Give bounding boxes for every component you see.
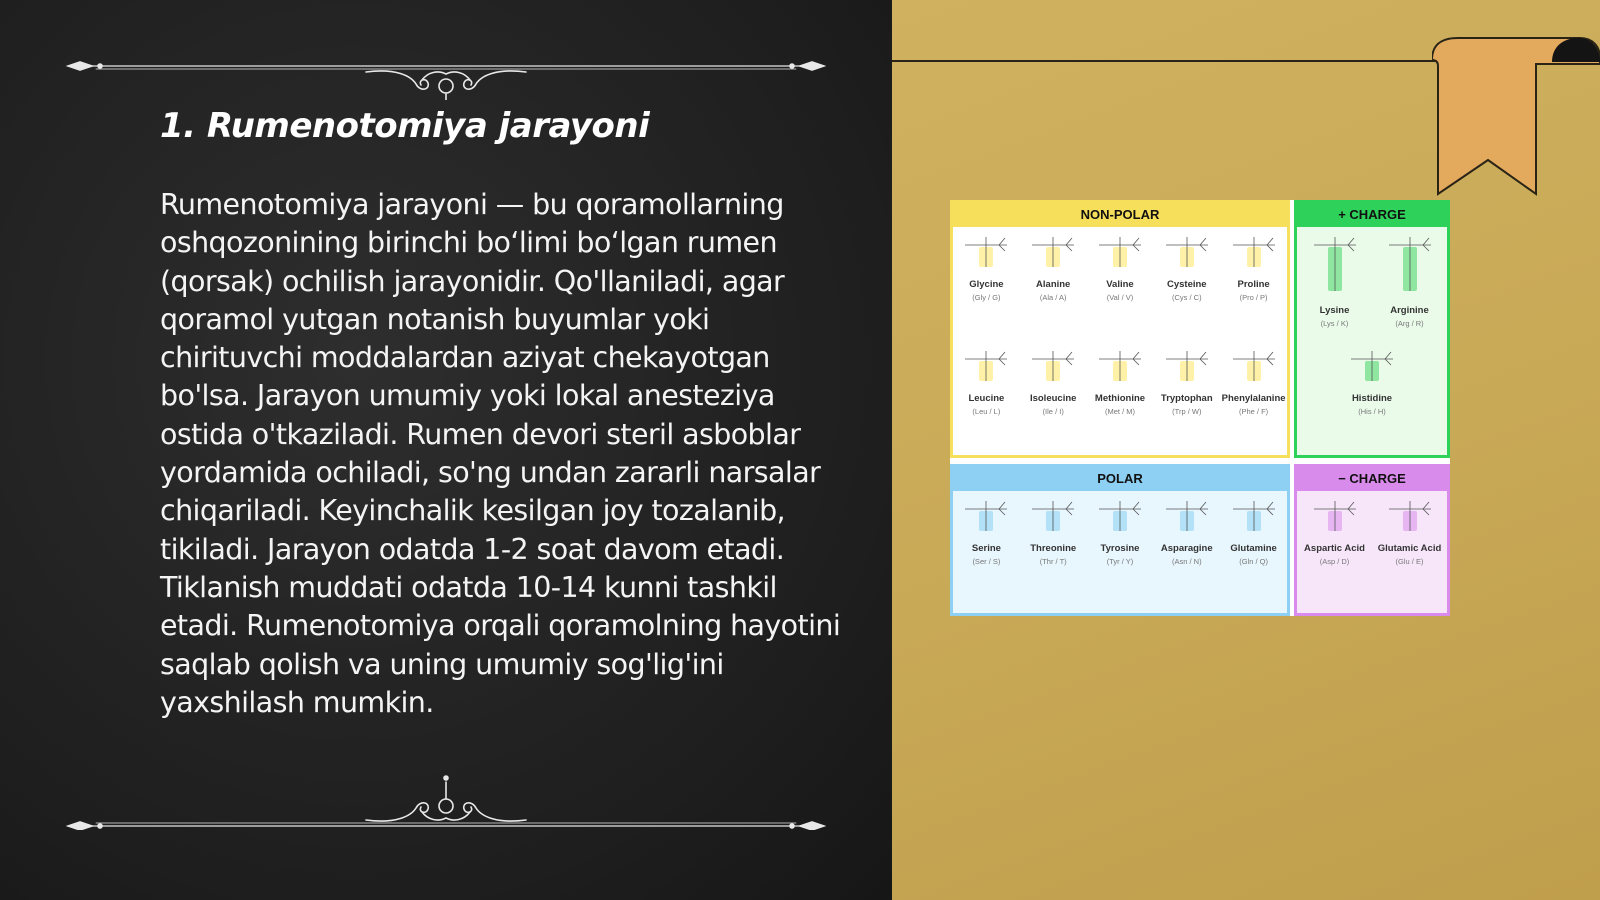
amino-acid-abbreviation: (Trp / W)	[1172, 407, 1202, 416]
amino-acid-name: Arginine	[1390, 305, 1429, 316]
slide-title: 1. Rumenotomiya jarayoni	[160, 106, 650, 146]
amino-acid-name: Tyrosine	[1100, 543, 1140, 554]
amino-acid-name: Phenylalanine	[1221, 393, 1286, 404]
slide-body-text: Rumenotomiya jarayoni — bu qoramollarning oshqozonining birinchi bo‘limi bo‘lgan rumen (qorsak) ochilish jarayonidir. Qo'llaniladi, agar qoramol yutgan notanish buyumlar yoki chirituvchi moddalardan aziyat chekayotgan bo'lsa. Jarayon umumiy yoki lokal anesteziya ostida o'tkaziladi. Rumen devori steril asboblar yordamida ochiladi, so'ng undan zararli narsalar chiqariladi. Keyinchalik kesilgan joy tozalanib, tikiladi. Jarayon odatda 1-2 soat davom etadi. Tiklanish muddati odatda 10-14 kunni tashkil etadi. Rumenotomiya orqali qoramolning hayotini saqlab qolish va uning umumiy sog'lig'ini yaxshilash mumkin.	[160, 188, 841, 719]
group-title: POLAR	[953, 467, 1287, 491]
ornamental-divider-icon	[66, 770, 826, 830]
amino-acid-abbreviation: (His / H)	[1358, 407, 1386, 416]
amino-acid-abbreviation: (Tyr / Y)	[1106, 557, 1134, 566]
molecule-structure-icon	[1093, 233, 1147, 277]
bookmark-ribbon-icon	[1432, 36, 1600, 206]
amino-acid-name: Glycine	[969, 279, 1004, 290]
molecule-structure-icon	[1026, 347, 1080, 391]
molecule-structure-icon	[1227, 347, 1281, 391]
amino-acid-name: Asparagine	[1160, 543, 1213, 554]
amino-acid-name: Isoleucine	[1029, 393, 1077, 404]
molecule-structure-icon	[1026, 497, 1080, 541]
ornamental-divider-icon	[66, 40, 826, 100]
amino-acid-abbreviation: (Asp / D)	[1319, 557, 1350, 566]
amino-acid-name: Tryptophan	[1160, 393, 1213, 404]
amino-acid-item	[1153, 341, 1220, 455]
amino-acid-name: Aspartic Acid	[1304, 543, 1365, 554]
amino-acid-abbreviation: (Asn / N)	[1171, 557, 1202, 566]
amino-acid-abbreviation: (Leu / L)	[972, 407, 1001, 416]
molecule-structure-icon	[1308, 497, 1362, 541]
amino-acid-item	[1297, 227, 1372, 341]
molecule-structure-icon	[1227, 497, 1281, 541]
amino-acid-item	[1372, 227, 1447, 341]
molecule-structure-icon	[1160, 497, 1214, 541]
amino-acid-name: Proline	[1237, 279, 1270, 290]
amino-acid-name: Alanine	[1036, 279, 1071, 290]
amino-acid-name: Glutamine	[1230, 543, 1277, 554]
molecule-structure-icon	[959, 347, 1013, 391]
molecule-structure-icon	[1383, 497, 1437, 541]
amino-acid-abbreviation: (Val / V)	[1106, 293, 1134, 302]
amino-acid-item	[1297, 491, 1372, 613]
amino-acid-item	[1153, 227, 1220, 341]
amino-acid-item	[1087, 227, 1154, 341]
amino-acid-abbreviation: (Glu / E)	[1395, 557, 1424, 566]
amino-acid-item	[1020, 341, 1087, 455]
amino-acid-name: Histidine	[1351, 393, 1393, 404]
amino-acid-abbreviation: (Gln / Q)	[1239, 557, 1268, 566]
amino-acid-name: Lysine	[1319, 305, 1350, 316]
amino-acid-name: Valine	[1106, 279, 1134, 290]
amino-acid-item	[1220, 341, 1287, 455]
amino-acid-abbreviation: (Met / M)	[1104, 407, 1135, 416]
amino-acid-abbreviation: (Ser / S)	[972, 557, 1001, 566]
molecule-structure-icon	[1227, 233, 1281, 277]
amino-acid-item	[1020, 491, 1087, 613]
molecule-structure-icon	[1160, 233, 1214, 277]
amino-acid-name: Leucine	[968, 393, 1005, 404]
amino-acid-item	[953, 341, 1020, 455]
molecule-structure-icon	[959, 497, 1013, 541]
amino-acid-item	[1153, 491, 1220, 613]
amino-acid-abbreviation: (Gly / G)	[972, 293, 1001, 302]
group-title: + CHARGE	[1297, 203, 1447, 227]
amino-acid-item	[1220, 227, 1287, 341]
molecule-structure-icon	[1383, 233, 1437, 303]
molecule-structure-icon	[1093, 347, 1147, 391]
amino-acid-item	[1297, 341, 1447, 455]
polar-group	[950, 464, 1290, 616]
amino-acid-name: Serine	[971, 543, 1001, 554]
amino-acid-name: Glutamic Acid	[1377, 543, 1442, 554]
amino-acid-item	[1372, 491, 1447, 613]
molecule-structure-icon	[1093, 497, 1147, 541]
amino-acid-abbreviation: (Lys / K)	[1320, 319, 1349, 328]
amino-acid-abbreviation: (Cys / C)	[1171, 293, 1202, 302]
amino-acid-item	[1020, 227, 1087, 341]
amino-acid-item	[953, 227, 1020, 341]
amino-acid-abbreviation: (Phe / F)	[1239, 407, 1269, 416]
molecule-structure-icon	[1026, 233, 1080, 277]
amino-acid-abbreviation: (Arg / R)	[1395, 319, 1424, 328]
molecule-structure-icon	[959, 233, 1013, 277]
amino-acid-name: Cysteine	[1166, 279, 1207, 290]
molecule-structure-icon	[1308, 233, 1362, 303]
molecule-structure-icon	[1345, 347, 1399, 391]
positive-charge-group	[1294, 200, 1450, 458]
amino-acid-chart	[950, 200, 1450, 616]
amino-acid-abbreviation: (Ile / I)	[1042, 407, 1064, 416]
amino-acid-name: Threonine	[1030, 543, 1077, 554]
amino-acid-item	[1087, 491, 1154, 613]
amino-acid-abbreviation: (Thr / T)	[1039, 557, 1067, 566]
amino-acid-abbreviation: (Ala / A)	[1039, 293, 1067, 302]
group-title: − CHARGE	[1297, 467, 1447, 491]
amino-acid-abbreviation: (Pro / P)	[1239, 293, 1268, 302]
non-polar-group	[950, 200, 1290, 458]
amino-acid-item	[1220, 491, 1287, 613]
amino-acid-item	[953, 491, 1020, 613]
molecule-structure-icon	[1160, 347, 1214, 391]
amino-acid-item	[1087, 341, 1154, 455]
group-title: NON-POLAR	[953, 203, 1287, 227]
negative-charge-group	[1294, 464, 1450, 616]
amino-acid-name: Methionine	[1094, 393, 1146, 404]
